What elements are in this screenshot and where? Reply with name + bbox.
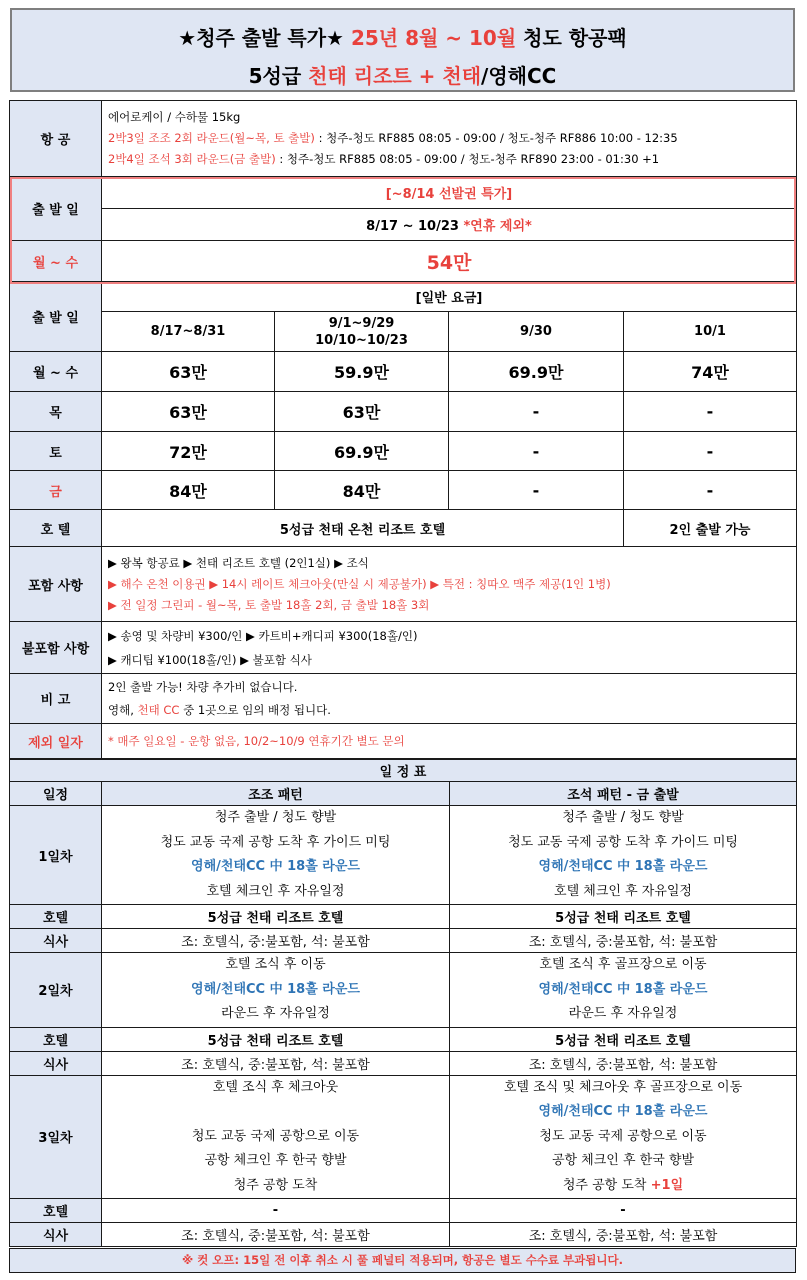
- row-day-label: 월 ~ 수: [10, 352, 102, 392]
- include-line-2: ▶ 해수 온천 이용권 ▶ 14시 레이트 체크아웃(만실 시 제공불가) ▶ 특전 : 칭따오 맥주 제공(1인 1병): [108, 576, 611, 591]
- page-header: [10, 8, 795, 92]
- include-line-3: ▶ 전 일정 그린피 - 월~목, 토 출발 18홀 2회, 금 출발 18홀 3회: [108, 597, 430, 612]
- meal-row-label: 식사: [10, 1223, 102, 1247]
- day-1-pattern-a: [102, 806, 450, 905]
- hotel-row-a: 5성급 천태 리조트 호텔: [102, 905, 450, 929]
- promo-departure-label: 출 발 일: [10, 177, 102, 241]
- price-row-thu: [10, 392, 797, 432]
- include-line-1: ▶ 왕복 항공료 ▶ 천태 리조트 호텔 (2인1실) ▶ 조식: [108, 555, 369, 570]
- cutoff-notice: ※ 컷 오프: 15일 전 이후 취소 시 풀 페널티 적용되며, 항공은 별도 수수료 부과됩니다.: [9, 1248, 796, 1273]
- price-cell: 59.9만: [275, 352, 449, 392]
- hotel-row-label: 호텔: [10, 1027, 102, 1051]
- day-1-pattern-b: [450, 806, 797, 905]
- air-line-1: 에어로케이 / 수하물 15kg: [108, 110, 241, 124]
- plan-line-round: 영해/천태CC 中 18홀 라운드: [538, 981, 708, 997]
- hotel-row-b: -: [450, 1199, 797, 1223]
- plan-line: 호텔 조식 후 골프장으로 이동: [539, 957, 707, 972]
- subtitle-prefix: 5성급: [248, 64, 302, 88]
- plan-line-round: 영해/천태CC 中 18홀 라운드: [191, 859, 360, 874]
- include-label: 포함 사항: [10, 547, 102, 622]
- col-period-4: 10/1: [624, 312, 797, 352]
- hotel-note: 2인 출발 가능: [624, 510, 797, 547]
- arrival-text: 청주 공항 도착: [562, 1177, 651, 1193]
- row-day-label: 목: [10, 392, 102, 432]
- promo-early-bird: [~8/14 선발권 특가]: [102, 177, 797, 209]
- plan-line: 청도 교동 국제 공항으로 이동: [539, 1128, 707, 1144]
- price-cell: -: [449, 392, 624, 432]
- air-line-2-flight: : 청주-청도 RF885 08:05 - 09:00 / 청도-청주 RF886 10:00 - 12:35: [314, 131, 678, 145]
- promo-dates: [102, 209, 797, 241]
- plan-line: 청주 출발 / 청도 향발: [562, 810, 684, 825]
- meal-row-a: 조: 호텔식, 중:불포함, 석: 불포함: [102, 1223, 450, 1247]
- remark-info: [102, 674, 797, 724]
- col-schedule-day: 일정: [10, 782, 102, 806]
- price-cell: 69.9만: [275, 432, 449, 471]
- remark-line-1: 2인 출발 가능! 차량 추가비 없습니다.: [108, 679, 298, 694]
- day-label: 3일차: [10, 1075, 102, 1199]
- col-pattern-a: 조조 패턴: [102, 782, 450, 806]
- plan-line: 호텔 체크인 후 자유일정: [554, 883, 692, 899]
- day-label: 2일차: [10, 953, 102, 1028]
- plan-line: 공항 체크인 후 한국 향발: [204, 1153, 347, 1168]
- price-cell: 63만: [102, 352, 275, 392]
- meal-row-label: 식사: [10, 1051, 102, 1075]
- day-3-row: [10, 1075, 797, 1199]
- meal-row-b: 조: 호텔식, 중:불포함, 석: 불포함: [450, 1223, 797, 1247]
- day-1-row: [10, 806, 797, 905]
- plan-line: 청도 교동 국제 공항 도착 후 가이드 미팅: [508, 834, 738, 850]
- price-cell: -: [624, 471, 797, 510]
- col-period-2b: 10/10~10/23: [315, 332, 408, 348]
- hotel-row-a: -: [102, 1199, 450, 1223]
- hotel-row-b: 5성급 천태 리조트 호텔: [450, 905, 797, 929]
- col-pattern-b: 조석 패턴 - 금 출발: [450, 782, 797, 806]
- plan-line-arrival: [450, 1174, 796, 1199]
- day-label: 1일차: [10, 806, 102, 905]
- day-3-pattern-a: [102, 1075, 450, 1199]
- next-day-badge: +1일: [650, 1177, 684, 1193]
- row-day-label: 금: [10, 471, 102, 510]
- schedule-table: [9, 759, 797, 1247]
- plan-line-round: 영해/천태CC 中 18홀 라운드: [191, 981, 360, 997]
- regular-departure-label: 출 발 일: [10, 282, 102, 352]
- title-suffix: 청도 항공팩: [523, 26, 627, 50]
- day-2-pattern-b: [450, 953, 797, 1028]
- price-cell: -: [624, 432, 797, 471]
- price-cell: -: [624, 392, 797, 432]
- plan-line: 청도 교동 국제 공항 도착 후 가이드 미팅: [160, 834, 391, 850]
- plan-line: 청주 공항 도착: [233, 1177, 318, 1193]
- price-cell: 63만: [102, 392, 275, 432]
- meal-row-b: 조: 호텔식, 중:불포함, 석: 불포함: [450, 929, 797, 953]
- hotel-name: 5성급 천태 온천 리조트 호텔: [102, 510, 624, 547]
- meal-row-b: 조: 호텔식, 중:불포함, 석: 불포함: [450, 1051, 797, 1075]
- subtitle-resort: 천태 리조트 + 천태: [308, 64, 482, 88]
- plan-line: 공항 체크인 후 한국 향발: [551, 1153, 695, 1168]
- hotel-row-label: 호텔: [10, 1199, 102, 1223]
- exclude-label: 불포함 사항: [10, 622, 102, 674]
- promo-day-label: 월 ~ 수: [10, 241, 102, 282]
- price-cell: -: [449, 471, 624, 510]
- excluded-dates-text: * 매주 일요일 - 운항 없음, 10/2~10/9 연휴기간 별도 문의: [102, 724, 797, 759]
- col-period-1: 8/17~8/31: [102, 312, 275, 352]
- air-label: 항 공: [10, 101, 102, 177]
- plan-line: 호텔 조식 후 이동: [225, 957, 326, 972]
- price-cell: 63만: [275, 392, 449, 432]
- price-cell: 72만: [102, 432, 275, 471]
- col-period-2: [275, 312, 449, 352]
- price-cell: -: [449, 432, 624, 471]
- hotel-label: 호 텔: [10, 510, 102, 547]
- day-2-pattern-a: [102, 953, 450, 1028]
- title-prefix: ★청주 출발 특가★: [178, 26, 344, 50]
- price-row-mon-wed: [10, 352, 797, 392]
- day-2-row: [10, 953, 797, 1028]
- meal-row-a: 조: 호텔식, 중:불포함, 석: 불포함: [102, 929, 450, 953]
- meal-row-a: 조: 호텔식, 중:불포함, 석: 불포함: [102, 1051, 450, 1075]
- plan-line: 호텔 조식 및 체크아웃 후 골프장으로 이동: [503, 1079, 743, 1095]
- exclude-info: [102, 622, 797, 674]
- air-line-3-route: 2박4일 조석 3회 라운드(금 출발): [108, 152, 276, 166]
- regular-fare-title: [일반 요금]: [102, 282, 797, 312]
- remark-line-2b: 중 1곳으로 임의 배정 됩니다.: [179, 702, 331, 717]
- row-day-label: 토: [10, 432, 102, 471]
- plan-line: 라운드 후 자유일정: [221, 1006, 330, 1021]
- hotel-row-label: 호텔: [10, 905, 102, 929]
- subtitle-suffix: /영해CC: [481, 64, 557, 88]
- plan-line-round: 영해/천태CC 中 18홀 라운드: [538, 859, 708, 874]
- include-info: [102, 547, 797, 622]
- plan-line: 라운드 후 자유일정: [568, 1006, 678, 1021]
- price-row-sat: [10, 432, 797, 471]
- plan-line: 호텔 조식 후 체크아웃: [212, 1079, 339, 1095]
- price-cell: 74만: [624, 352, 797, 392]
- air-line-3-flight: : 청주-청도 RF885 08:05 - 09:00 / 청도-청주 RF890 23:00 - 01:30 +1: [275, 152, 660, 166]
- price-table: [9, 100, 797, 759]
- title-period: 25년 8월 ~ 10월: [350, 26, 517, 50]
- price-cell: 84만: [275, 471, 449, 510]
- air-line-2-route: 2박3일 조조 2회 라운드(월~목, 토 출발): [108, 131, 315, 145]
- plan-line: 청도 교동 국제 공항으로 이동: [191, 1128, 360, 1144]
- exclude-line-2: ▶ 캐디팁 ¥100(18홀/인) ▶ 불포함 식사: [108, 652, 312, 667]
- remark-label: 비 고: [10, 674, 102, 724]
- plan-line: 호텔 체크인 후 자유일정: [206, 883, 345, 899]
- price-row-fri: [10, 471, 797, 510]
- remark-line-2-cc: 천태 CC: [137, 702, 180, 717]
- price-cell: 69.9만: [449, 352, 624, 392]
- air-info: [102, 101, 797, 177]
- hotel-row-a: 5성급 천태 리조트 호텔: [102, 1027, 450, 1051]
- price-cell: 84만: [102, 471, 275, 510]
- col-period-3: 9/30: [449, 312, 624, 352]
- hotel-row-b: 5성급 천태 리조트 호텔: [450, 1027, 797, 1051]
- schedule-title: 일 정 표: [10, 760, 797, 782]
- col-period-2a: 9/1~9/29: [328, 315, 395, 331]
- excluded-dates-label: 제외 일자: [10, 724, 102, 759]
- promo-date-range: 8/17 ~ 10/23: [366, 219, 459, 234]
- day-3-pattern-b: [450, 1075, 797, 1199]
- promo-holiday-excluded: *연휴 제외*: [463, 219, 532, 234]
- promo-price: 54만: [102, 241, 797, 282]
- remark-line-2a: 영해,: [108, 702, 138, 717]
- plan-line: 청주 출발 / 청도 향발: [214, 810, 337, 825]
- plan-line-empty: [102, 1100, 449, 1125]
- plan-line-round: 영해/천태CC 中 18홀 라운드: [538, 1104, 708, 1119]
- meal-row-label: 식사: [10, 929, 102, 953]
- exclude-line-1: ▶ 송영 및 차량비 ¥300/인 ▶ 카트비+캐디피 ¥300(18홀/인): [108, 628, 418, 643]
